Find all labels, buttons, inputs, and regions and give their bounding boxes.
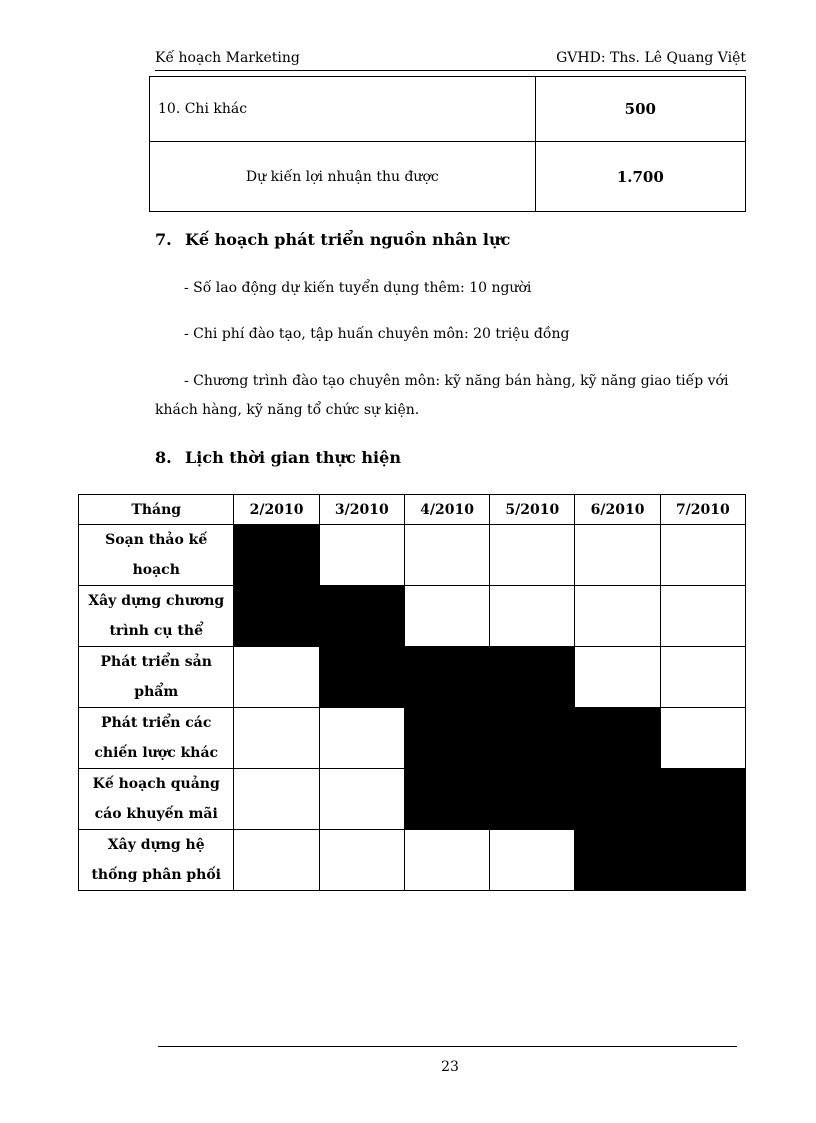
schedule-row: [79, 586, 746, 647]
task-label-line: trình cụ thể: [109, 623, 203, 639]
schedule-cell-active: [660, 830, 745, 891]
footer-divider: [158, 1046, 737, 1047]
schedule-row: [79, 708, 746, 769]
schedule-row: [79, 525, 746, 586]
schedule-cell: [319, 708, 404, 769]
task-label-line: Phát triển sản: [100, 654, 212, 670]
header-title: Kế hoạch Marketing: [155, 50, 300, 66]
budget-table: [149, 76, 746, 212]
budget-label: 10. Chi khác: [150, 77, 536, 142]
section-number: 7.: [155, 230, 172, 249]
schedule-cell: [660, 647, 745, 708]
section-number: 8.: [155, 448, 172, 467]
section-7-heading: [155, 230, 510, 249]
task-label-line: thống phân phối: [91, 867, 221, 883]
task-label: [79, 769, 234, 830]
budget-value: 1.700: [535, 142, 745, 212]
task-label-line: Xây dựng hệ: [107, 837, 205, 853]
paragraph: - Chương trình đào tạo chuyên môn: kỹ năng bán hàng, kỹ năng giao tiếp với: [184, 373, 729, 389]
section-title: Kế hoạch phát triển nguồn nhân lực: [185, 230, 511, 249]
schedule-cell: [575, 525, 660, 586]
task-label-line: phẩm: [134, 684, 179, 700]
paragraph: - Số lao động dự kiến tuyển dụng thêm: 10 người: [184, 280, 532, 296]
schedule-cell: [660, 586, 745, 647]
task-label: [79, 586, 234, 647]
schedule-cell: [490, 586, 575, 647]
schedule-cell-active: [234, 525, 319, 586]
task-label-line: Kế hoạch quảng: [92, 776, 220, 792]
schedule-cell-active: [319, 647, 404, 708]
page-header: [155, 50, 746, 71]
schedule-cell: [234, 647, 319, 708]
schedule-cell: [404, 525, 489, 586]
schedule-cell-active: [575, 708, 660, 769]
task-label: [79, 525, 234, 586]
month-header-cell: 6/2010: [575, 495, 660, 525]
schedule-cell-active: [404, 647, 489, 708]
schedule-table: [78, 494, 746, 891]
header-cell: Tháng: [79, 495, 234, 525]
task-label-line: hoạch: [132, 562, 180, 578]
schedule-cell-active: [404, 708, 489, 769]
task-label-line: chiến lược khác: [94, 745, 219, 761]
task-label: [79, 708, 234, 769]
task-label-line: cáo khuyến mãi: [94, 806, 218, 822]
schedule-row: [79, 647, 746, 708]
schedule-cell: [319, 525, 404, 586]
task-label: [79, 647, 234, 708]
budget-row: [150, 77, 746, 142]
schedule-cell: [490, 830, 575, 891]
month-header-cell: 5/2010: [490, 495, 575, 525]
schedule-cell: [404, 830, 489, 891]
task-label: [79, 830, 234, 891]
schedule-header-row: [79, 495, 746, 525]
schedule-cell-active: [575, 830, 660, 891]
task-label-line: Soạn thảo kế: [105, 532, 208, 548]
month-header-cell: 7/2010: [660, 495, 745, 525]
schedule-cell-active: [490, 647, 575, 708]
schedule-cell: [575, 647, 660, 708]
schedule-cell-active: [660, 769, 745, 830]
month-header-cell: 4/2010: [404, 495, 489, 525]
section-8-heading: [155, 448, 401, 467]
paragraph: - Chi phí đào tạo, tập huấn chuyên môn: 20 triệu đồng: [184, 326, 570, 342]
schedule-cell: [660, 708, 745, 769]
month-header-cell: 3/2010: [319, 495, 404, 525]
schedule-cell-active: [404, 769, 489, 830]
schedule-cell-active: [234, 586, 319, 647]
schedule-cell: [575, 586, 660, 647]
budget-row: [150, 142, 746, 212]
header-advisor: GVHD: Ths. Lê Quang Việt: [556, 50, 746, 66]
schedule-cell-active: [319, 586, 404, 647]
budget-value: 500: [535, 77, 745, 142]
month-header-cell: 2/2010: [234, 495, 319, 525]
schedule-row: [79, 830, 746, 891]
budget-label: Dự kiến lợi nhuận thu được: [150, 142, 536, 212]
schedule-cell: [660, 525, 745, 586]
schedule-cell: [404, 586, 489, 647]
page-number: 23: [441, 1059, 459, 1075]
schedule-cell: [234, 769, 319, 830]
task-label-line: Xây dựng chương: [88, 593, 225, 609]
schedule-cell-active: [490, 769, 575, 830]
task-label-line: Phát triển các: [101, 715, 212, 731]
schedule-row: [79, 769, 746, 830]
paragraph: khách hàng, kỹ năng tổ chức sự kiện.: [155, 402, 420, 418]
schedule-cell: [319, 830, 404, 891]
schedule-cell: [319, 769, 404, 830]
schedule-cell-active: [575, 769, 660, 830]
schedule-cell: [234, 708, 319, 769]
schedule-cell-active: [490, 708, 575, 769]
section-title: Lịch thời gian thực hiện: [185, 448, 401, 467]
schedule-cell: [234, 830, 319, 891]
schedule-cell: [490, 525, 575, 586]
